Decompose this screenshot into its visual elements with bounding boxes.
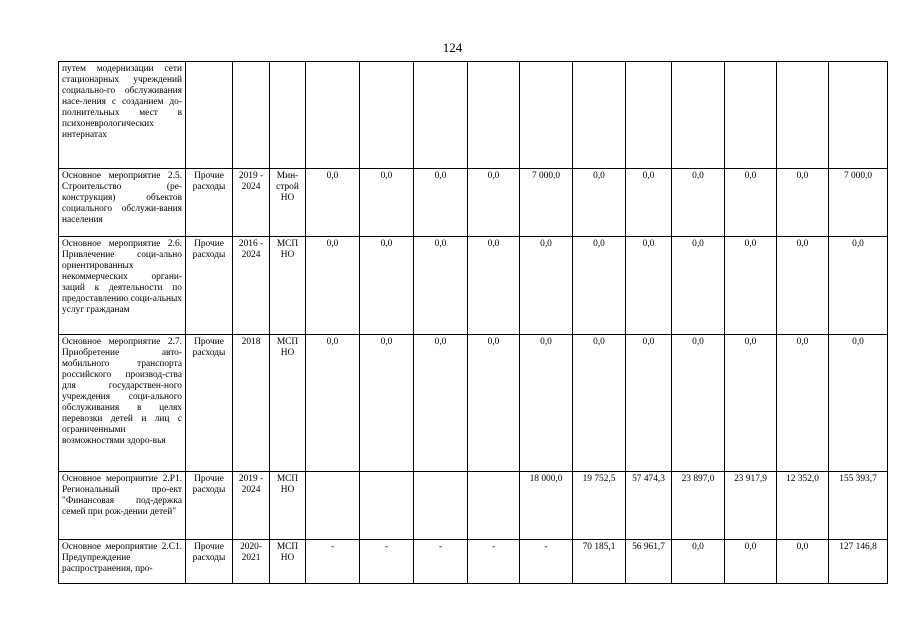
page-number: 124 bbox=[442, 40, 463, 55]
table-row bbox=[59, 62, 888, 169]
row-value-cell: 0,0 bbox=[306, 335, 360, 472]
row-value-cell: 0,0 bbox=[414, 169, 468, 237]
row-value-cell: 127 146,8 bbox=[829, 540, 888, 584]
row-value-cell: 57 474,3 bbox=[626, 472, 672, 540]
row-value-cell bbox=[360, 472, 414, 540]
row-description: Основное мероприятие 2.6. Привлечение соци-ально ориентированных некоммерческих органи-заций к деятельности по предоставлению соци-альных услуг гражданам bbox=[59, 237, 186, 335]
row-value-cell: 0,0 bbox=[468, 169, 520, 237]
row-description: Основное мероприятие 2.5. Строительство (ре-конструкция) объектов социального обслужи-вания населения bbox=[59, 169, 186, 237]
row-value-cell: - bbox=[414, 540, 468, 584]
row-value-cell bbox=[573, 62, 626, 169]
row-expense-type bbox=[186, 62, 233, 169]
row-value-cell: 56 961,7 bbox=[626, 540, 672, 584]
budget-table bbox=[58, 61, 888, 584]
row-value-cell bbox=[829, 62, 888, 169]
row-value-cell: 0,0 bbox=[306, 237, 360, 335]
row-value-cell: 0,0 bbox=[672, 335, 725, 472]
row-period: 2016 - 2024 bbox=[233, 237, 270, 335]
row-description: Основное мероприятие 2.С1. Предупреждение распространения, про- bbox=[59, 540, 186, 584]
row-expense-type: Прочие расходы bbox=[186, 169, 233, 237]
table-row bbox=[59, 335, 888, 472]
table-row bbox=[59, 540, 888, 584]
row-expense-type: Прочие расходы bbox=[186, 237, 233, 335]
row-period: 2019 - 2024 bbox=[233, 169, 270, 237]
row-value-cell: 0,0 bbox=[414, 237, 468, 335]
row-value-cell: 23 917,9 bbox=[725, 472, 777, 540]
row-description: Основное мероприятие 2.7. Приобретение авто-мобильного транспорта российского производ-ства для государствен-ного учреждения соци-ального обслуживания в целях перевозки детей и лиц с ограниченными возможностями здоро-вья bbox=[59, 335, 186, 472]
row-value-cell: 7 000,0 bbox=[829, 169, 888, 237]
row-value-cell: 12 352,0 bbox=[777, 472, 829, 540]
row-value-cell: 0,0 bbox=[573, 237, 626, 335]
row-period: 2018 bbox=[233, 335, 270, 472]
row-expense-type: Прочие расходы bbox=[186, 540, 233, 584]
row-value-cell: 18 000,0 bbox=[520, 472, 573, 540]
row-expense-type: Прочие расходы bbox=[186, 335, 233, 472]
row-value-cell: 0,0 bbox=[573, 169, 626, 237]
row-expense-type: Прочие расходы bbox=[186, 472, 233, 540]
row-value-cell: 0,0 bbox=[725, 335, 777, 472]
row-value-cell: 0,0 bbox=[777, 237, 829, 335]
row-value-cell: - bbox=[360, 540, 414, 584]
row-value-cell bbox=[626, 62, 672, 169]
row-description: путем модернизации сети стационарных учреждений социально-го обслуживания насе-ления с созданием до-полнительных мест в психоневрологических интернатах bbox=[59, 62, 186, 169]
row-value-cell bbox=[777, 62, 829, 169]
row-value-cell: 0,0 bbox=[725, 540, 777, 584]
row-value-cell: 0,0 bbox=[306, 169, 360, 237]
table-row bbox=[59, 169, 888, 237]
row-value-cell: 70 185,1 bbox=[573, 540, 626, 584]
table-row bbox=[59, 472, 888, 540]
row-value-cell: - bbox=[520, 540, 573, 584]
row-value-cell bbox=[725, 62, 777, 169]
row-value-cell bbox=[360, 62, 414, 169]
row-period: 2019 - 2024 bbox=[233, 472, 270, 540]
row-value-cell: 0,0 bbox=[520, 335, 573, 472]
row-value-cell: - bbox=[306, 540, 360, 584]
row-value-cell: 0,0 bbox=[829, 237, 888, 335]
row-description: Основное мероприятие 2.Р1. Региональный про-ект "Финансовая под-держка семей при рож-дении детей" bbox=[59, 472, 186, 540]
row-value-cell: 0,0 bbox=[573, 335, 626, 472]
row-value-cell bbox=[468, 62, 520, 169]
row-executor: МСП НО bbox=[270, 335, 306, 472]
row-value-cell: 19 752,5 bbox=[573, 472, 626, 540]
row-value-cell bbox=[414, 472, 468, 540]
row-value-cell: 0,0 bbox=[626, 237, 672, 335]
row-value-cell: 23 897,0 bbox=[672, 472, 725, 540]
row-value-cell: 0,0 bbox=[672, 237, 725, 335]
row-value-cell: 0,0 bbox=[672, 540, 725, 584]
row-value-cell: 0,0 bbox=[725, 237, 777, 335]
row-value-cell bbox=[520, 62, 573, 169]
row-value-cell: 0,0 bbox=[414, 335, 468, 472]
row-value-cell: 0,0 bbox=[360, 335, 414, 472]
row-value-cell: 0,0 bbox=[626, 169, 672, 237]
row-executor: Мин-строй НО bbox=[270, 169, 306, 237]
row-value-cell: 0,0 bbox=[777, 335, 829, 472]
row-value-cell: 0,0 bbox=[777, 540, 829, 584]
row-value-cell bbox=[306, 62, 360, 169]
row-value-cell: 0,0 bbox=[468, 335, 520, 472]
row-value-cell bbox=[672, 62, 725, 169]
row-value-cell bbox=[468, 472, 520, 540]
row-value-cell bbox=[414, 62, 468, 169]
row-value-cell: 7 000,0 bbox=[520, 169, 573, 237]
table-row bbox=[59, 237, 888, 335]
row-value-cell: - bbox=[468, 540, 520, 584]
row-value-cell: 0,0 bbox=[360, 169, 414, 237]
row-executor: МСП НО bbox=[270, 540, 306, 584]
row-value-cell: 0,0 bbox=[672, 169, 725, 237]
row-value-cell: 0,0 bbox=[777, 169, 829, 237]
row-value-cell: 0,0 bbox=[725, 169, 777, 237]
row-value-cell: 0,0 bbox=[626, 335, 672, 472]
row-executor bbox=[270, 62, 306, 169]
row-value-cell: 0,0 bbox=[360, 237, 414, 335]
row-period: 2020-2021 bbox=[233, 540, 270, 584]
row-executor: МСП НО bbox=[270, 472, 306, 540]
row-value-cell: 155 393,7 bbox=[829, 472, 888, 540]
row-value-cell bbox=[306, 472, 360, 540]
row-value-cell: 0,0 bbox=[829, 335, 888, 472]
row-executor: МСП НО bbox=[270, 237, 306, 335]
row-period bbox=[233, 62, 270, 169]
row-value-cell: 0,0 bbox=[520, 237, 573, 335]
row-value-cell: 0,0 bbox=[468, 237, 520, 335]
